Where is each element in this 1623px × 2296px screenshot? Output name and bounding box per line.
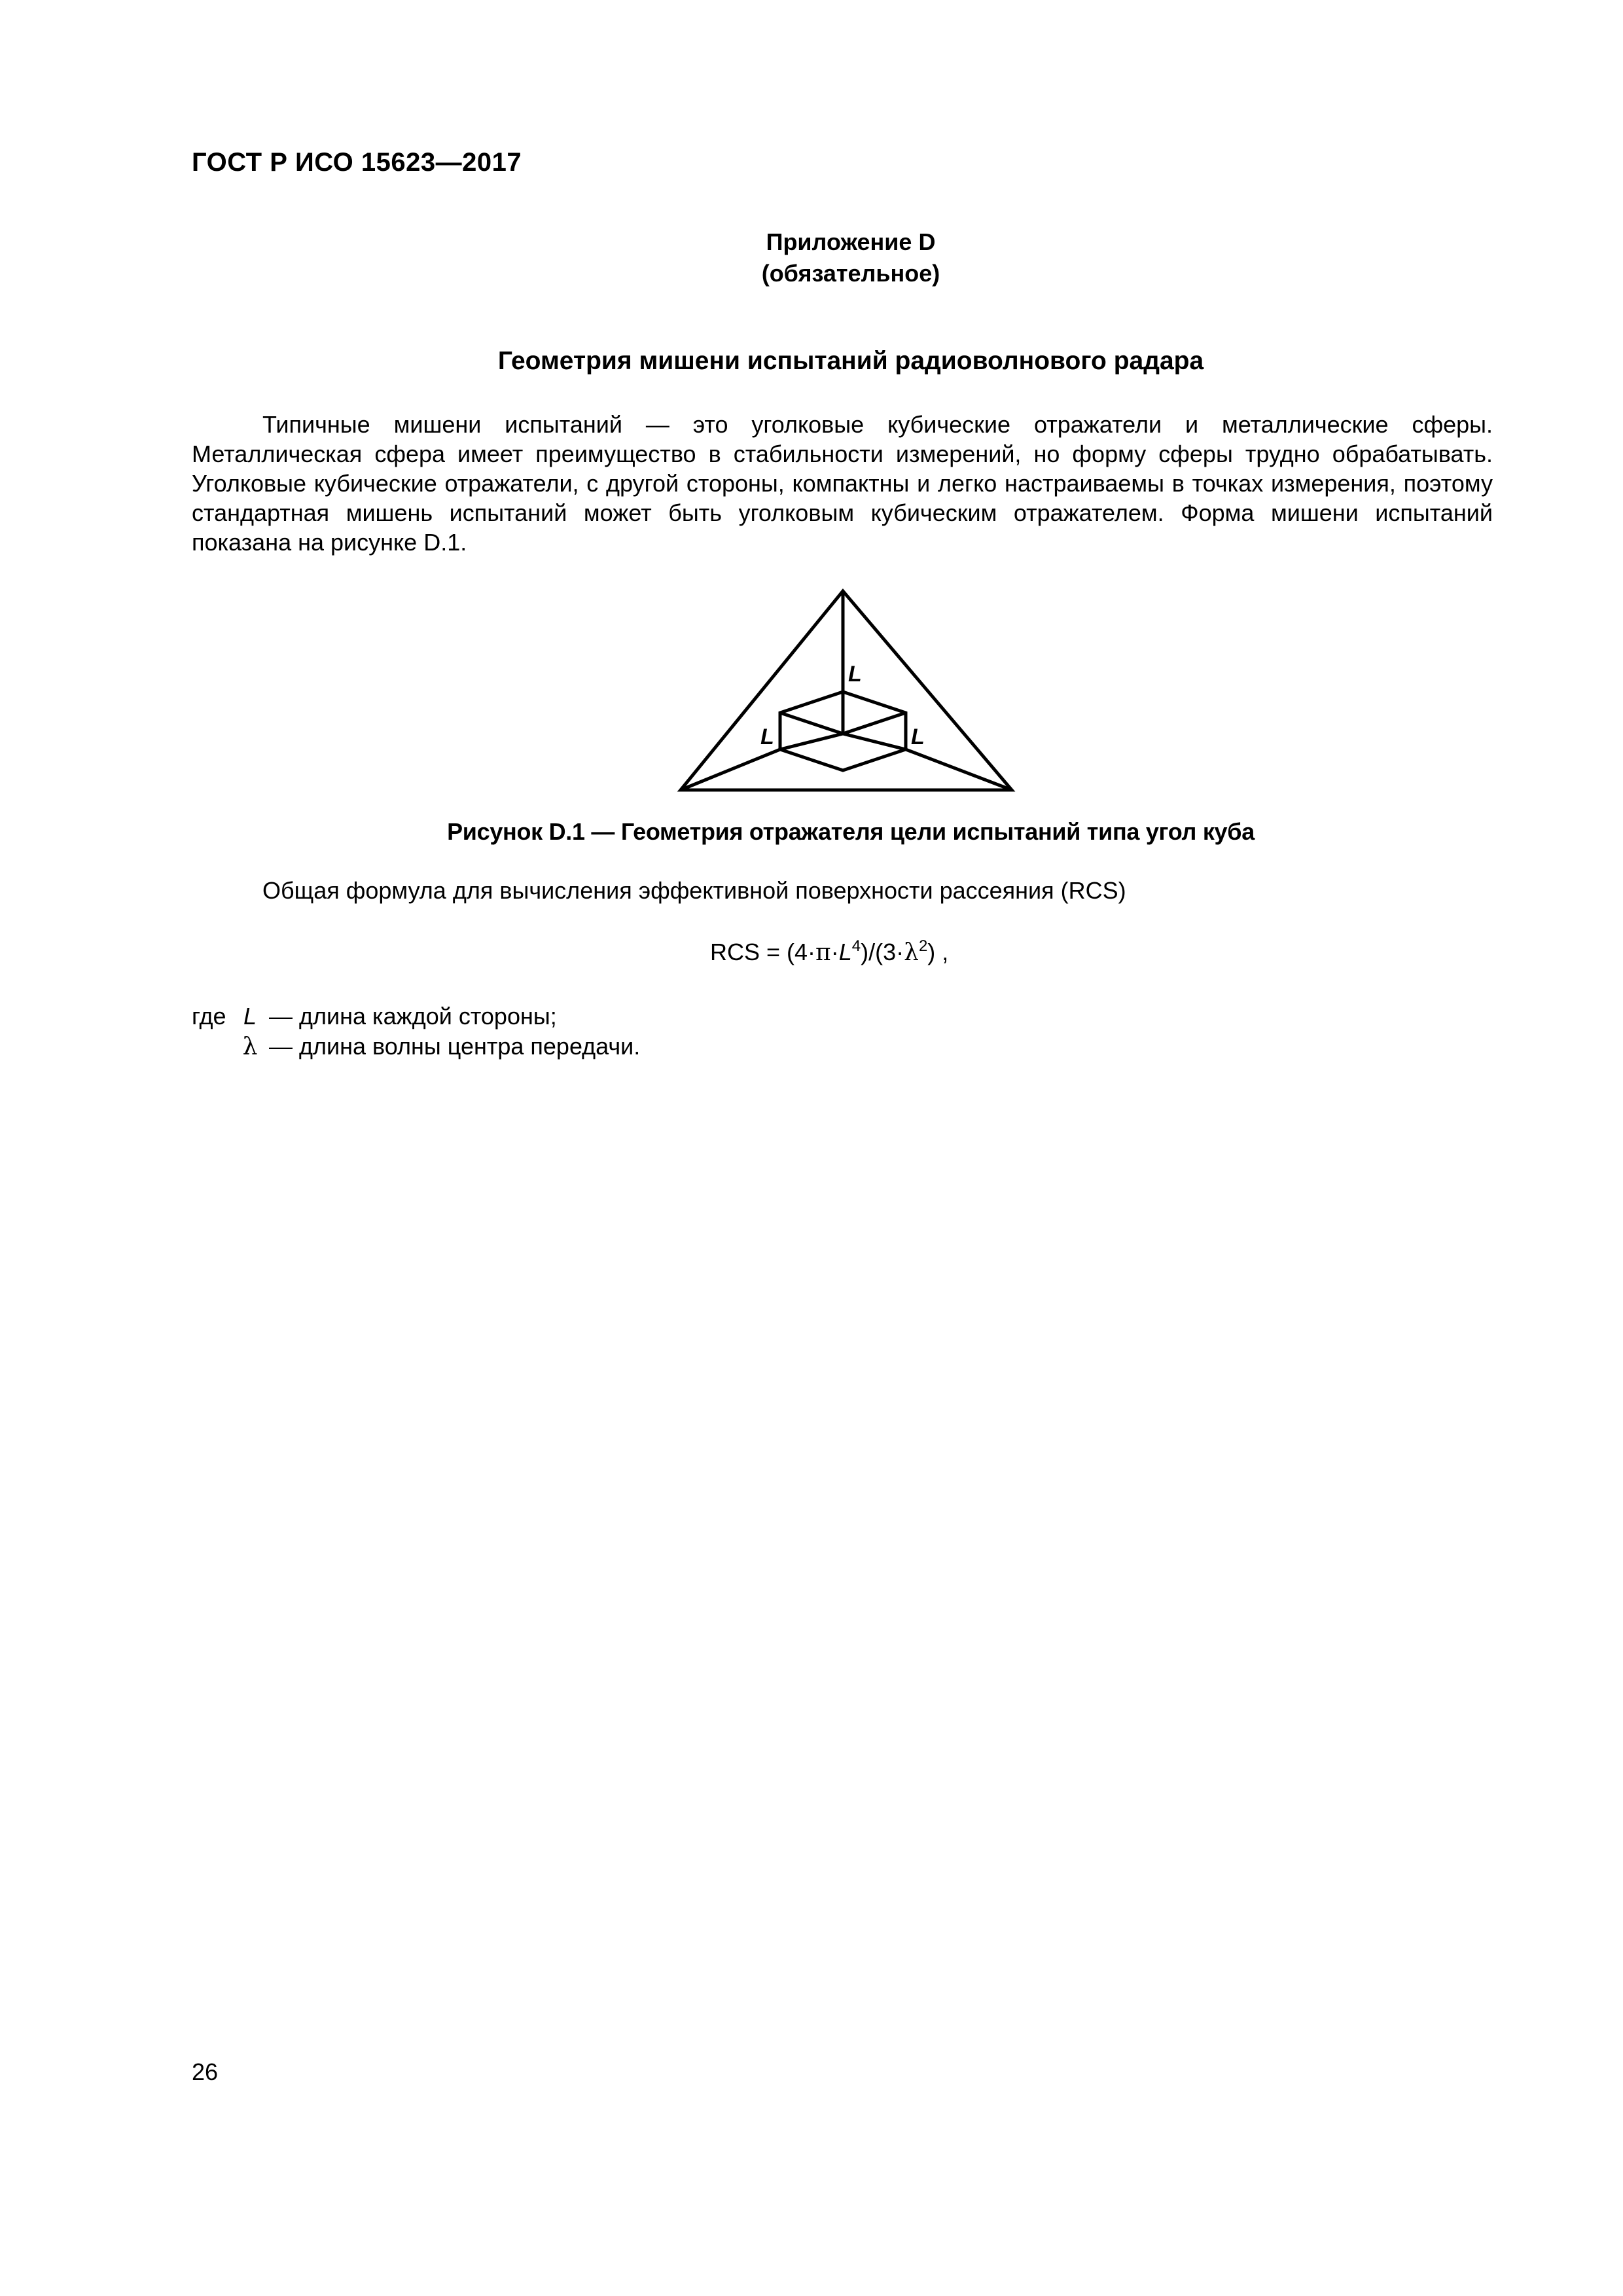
document-header: ГОСТ Р ИСО 15623—2017 (192, 148, 522, 177)
appendix-title: Приложение D (766, 228, 936, 255)
formula-dot-1: · (808, 939, 816, 965)
label-right-L: L (911, 725, 925, 749)
appendix-heading (0, 226, 1623, 289)
formula-lambda: λ (904, 939, 919, 966)
formula-lambda-exponent: 2 (918, 937, 928, 955)
where-symbol-lambda: λ (242, 1033, 258, 1060)
where-row-L (192, 1001, 640, 1031)
appendix-status: (обязательное) (761, 260, 940, 287)
formula-L-exponent: 4 (851, 937, 861, 955)
formula-tail: ) , (927, 939, 949, 965)
rcs-formula (710, 939, 948, 966)
page-number: 26 (192, 2058, 219, 2085)
figure-caption: Рисунок D.1 — Геометрия отражателя цели испытаний типа угол куба (447, 818, 1255, 845)
where-symbol-L: L (243, 1003, 257, 1030)
formula-intro: Общая формула для вычисления эффективной поверхности рассеяния (RCS) (262, 877, 1126, 904)
corner-cube-figure (674, 586, 1027, 802)
formula-lhs: RCS = (4 (710, 939, 808, 965)
where-text-lambda: — длина волны центра передачи. (269, 1033, 641, 1060)
body-text (192, 410, 1493, 557)
label-left-L: L (760, 725, 774, 749)
formula-dot-3: · (896, 939, 904, 965)
body-paragraph: Типичные мишени испытаний — это уголковые кубические отражатели и металлические сферы. Металлическая сфера имеет преимущество в стабильности измерений, но форму сферы трудно обрабатывать. Уголковые кубические отражатели, с другой стороны, компактны и легко настраиваемы в точках измерения, поэтому стандартная мишень испытаний может быть уголковым кубическим отражателем. Форма мишени испытаний показана на рисунке D.1. (192, 411, 1493, 556)
formula-pi: π (815, 939, 831, 966)
formula-L: L (838, 939, 852, 965)
where-row-lambda (192, 1031, 640, 1062)
where-text-L: — длина каждой стороны; (269, 1003, 557, 1030)
label-top-L: L (848, 662, 862, 687)
cube-inner-bottom (780, 734, 906, 749)
formula-mid: )/(3 (861, 939, 897, 965)
where-explanation (192, 1001, 640, 1062)
formula-dot-2: · (830, 939, 839, 965)
outer-triangle (681, 591, 1012, 790)
where-word: где (192, 1003, 226, 1030)
section-title: Геометрия мишени испытаний радиоволнового радара (497, 347, 1204, 375)
